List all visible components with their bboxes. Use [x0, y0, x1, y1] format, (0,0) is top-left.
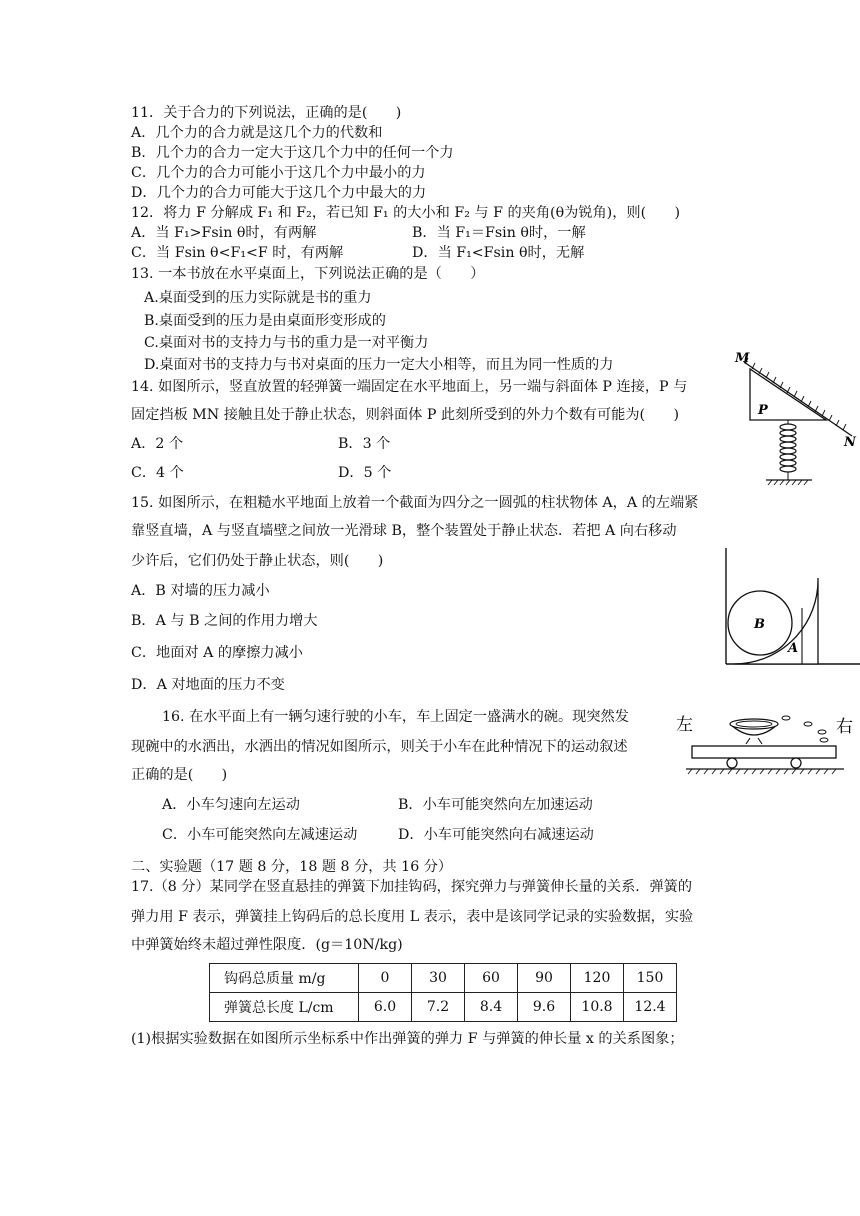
q14-fig-label-p: P: [758, 403, 768, 418]
table-cell: 90: [518, 964, 571, 993]
q16-fig-label-left: 左: [676, 715, 693, 735]
q12-stem: 12．将力 F 分解成 F₁ 和 F₂，若已知 F₁ 的大小和 F₂ 与 F 的夹角(θ为锐角)，则( ): [131, 205, 681, 221]
q14-fig-label-m: M: [735, 351, 750, 366]
table-cell: 9.6: [518, 993, 571, 1022]
q15-fig-label-a: A: [788, 641, 799, 656]
q15-option-d: D．A 对地面的压力不变: [131, 677, 285, 693]
q14-option-a: A．2 个: [131, 436, 184, 452]
q16-line1: 16. 在水平面上有一辆匀速行驶的小车，车上固定一盛满水的碗。现突然发: [162, 709, 629, 725]
row-header: 钩码总质量 m/g: [210, 964, 359, 993]
q15-option-c: C．地面对 A 的摩擦力减小: [131, 645, 303, 661]
q14-option-b: B．3 个: [338, 436, 391, 452]
q16-option-a: A．小车匀速向左运动: [162, 797, 300, 813]
q13-option-c: C.桌面对书的支持力与书的重力是一对平衡力: [144, 335, 429, 351]
section-title: 二、实验题（17 题 8 分，18 题 8 分，共 16 分）: [131, 859, 453, 875]
q11-option-b: B．几个力的合力一定大于这几个力中的任何一个力: [131, 145, 454, 161]
q13-option-d: D.桌面对书的支持力与书对桌面的压力一定大小相等，而且为同一性质的力: [144, 357, 614, 373]
q11-stem: 11．关于合力的下列说法，正确的是( ): [131, 105, 402, 121]
q17-line1: 17.（8 分）某同学在竖直悬挂的弹簧下加挂钩码，探究弹力与弹簧伸长量的关系．弹簧的: [131, 879, 693, 895]
q14-option-c: C．4 个: [131, 465, 184, 481]
q13-option-a: A.桌面受到的压力实际就是书的重力: [144, 290, 372, 306]
q14-figure: [728, 348, 860, 490]
q16-figure: [672, 702, 860, 780]
q13-stem: 13. 一本书放在水平桌面上，下列说法正确的是（ ）: [131, 266, 485, 282]
q12-option-a: A．当 F₁>Fsin θ时，有两解: [131, 225, 317, 241]
table-cell: 10.8: [571, 993, 624, 1022]
table-row: [210, 964, 677, 993]
q16-option-d: D．小车可能突然向右减速运动: [398, 827, 594, 843]
q11-option-a: A．几个力的合力就是这几个力的代数和: [131, 125, 383, 141]
q15-option-b: B．A 与 B 之间的作用力增大: [131, 613, 318, 629]
table-cell: 150: [624, 964, 677, 993]
table-cell: 8.4: [465, 993, 518, 1022]
q11-option-c: C．几个力的合力可能小于这几个力中最小的力: [131, 165, 426, 181]
q12-option-d: D．当 F₁<Fsin θ时，无解: [412, 245, 585, 261]
q12-option-c: C．当 Fsin θ<F₁<F 时，有两解: [131, 245, 344, 261]
table-cell: 60: [465, 964, 518, 993]
table-cell: 30: [412, 964, 465, 993]
q12-option-b: B．当 F₁＝Fsin θ时，一解: [412, 225, 586, 241]
q15-option-a: A．B 对墙的压力减小: [131, 583, 270, 599]
q15-fig-label-b: B: [754, 617, 765, 632]
q13-option-b: B.桌面受到的压力是由桌面形变形成的: [144, 313, 386, 329]
q14-option-d: D．5 个: [338, 465, 392, 481]
table-row: [210, 993, 677, 1022]
q15-line3: 少许后，它们仍处于静止状态，则( ): [131, 553, 384, 569]
table-cell: 0: [359, 964, 412, 993]
q16-option-c: C．小车可能突然向左减速运动: [162, 827, 358, 843]
q15-figure: [724, 548, 860, 670]
table-cell: 6.0: [359, 993, 412, 1022]
q14-line2: 固定挡板 MN 接触且处于静止状态，则斜面体 P 此刻所受到的外力个数有可能为( ): [131, 407, 679, 423]
q14-line1: 14. 如图所示，竖直放置的轻弹簧一端固定在水平地面上，另一端与斜面体 P 连接，P 与: [131, 379, 688, 395]
q15-line1: 15. 如图所示，在粗糙水平地面上放着一个截面为四分之一圆弧的柱状物体 A，A 的左端紧: [131, 495, 699, 511]
row-header: 弹簧总长度 L/cm: [210, 993, 359, 1022]
table-cell: 12.4: [624, 993, 677, 1022]
q17-data-table: [209, 963, 677, 1022]
q17-sub1: (1)根据实验数据在如图所示坐标系中作出弹簧的弹力 F 与弹簧的伸长量 x 的关系图象；: [131, 1031, 684, 1047]
q11-option-d: D．几个力的合力可能大于这几个力中最大的力: [131, 185, 427, 201]
table-cell: 120: [571, 964, 624, 993]
q15-line2: 靠竖直墙，A 与竖直墙壁之间放一光滑球 B，整个装置处于静止状态．若把 A 向右移动: [131, 523, 677, 539]
q17-line3: 中弹簧始终未超过弹性限度．(g＝10N/kg): [131, 937, 403, 953]
q16-fig-label-right: 右: [836, 717, 853, 737]
q16-option-b: B．小车可能突然向左加速运动: [398, 797, 593, 813]
q16-line3: 正确的是( ): [131, 767, 228, 783]
q17-line2: 弹力用 F 表示，弹簧挂上钩码后的总长度用 L 表示，表中是该同学记录的实验数据，实验: [131, 909, 694, 925]
q16-line2: 现碗中的水洒出，水洒出的情况如图所示，则关于小车在此种情况下的运动叙述: [131, 739, 628, 755]
q14-fig-label-n: N: [844, 435, 856, 450]
table-cell: 7.2: [412, 993, 465, 1022]
